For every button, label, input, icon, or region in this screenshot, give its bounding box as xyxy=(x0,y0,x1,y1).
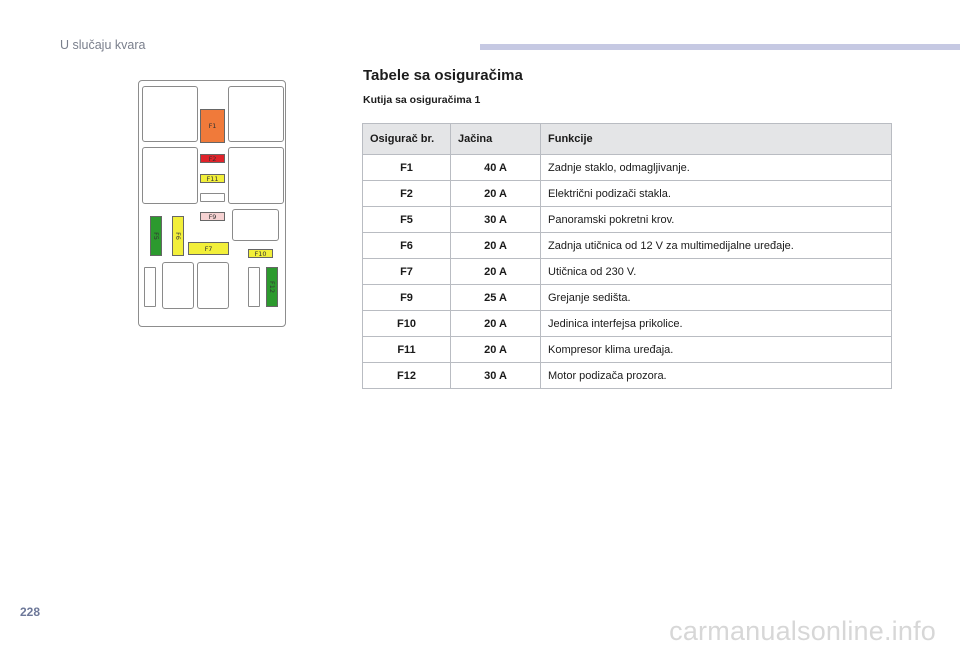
column-header-fuse: Osigurač br. xyxy=(363,124,451,155)
fuse-f11: F11 xyxy=(200,174,225,183)
fuse-number: F5 xyxy=(363,207,451,233)
fuse-amperage: 20 A xyxy=(451,181,541,207)
column-header-amperage: Jačina xyxy=(451,124,541,155)
table-row xyxy=(363,207,892,233)
fuse-function: Zadnja utičnica od 12 V za multimedijalne uređaje. xyxy=(541,233,892,259)
fuse-f7: F7 xyxy=(188,242,229,255)
table-row xyxy=(363,363,892,389)
page-number: 228 xyxy=(20,605,41,619)
fuse-amperage: 40 A xyxy=(451,155,541,181)
table-row xyxy=(363,311,892,337)
fuse-number: F12 xyxy=(363,363,451,389)
header-bar xyxy=(480,44,960,50)
table-row xyxy=(363,155,892,181)
section-title: Tabele sa osiguračima xyxy=(363,67,523,84)
relay-block-right xyxy=(232,209,279,241)
chapter-title: U slučaju kvara xyxy=(60,38,146,52)
fuse-function: Kompresor klima uređaja. xyxy=(541,337,892,363)
fuse-function: Električni podizači stakla. xyxy=(541,181,892,207)
relay-block-top-right xyxy=(228,86,284,142)
fuse-function: Grejanje sedišta. xyxy=(541,285,892,311)
fuse-function: Jedinica interfejsa prikolice. xyxy=(541,311,892,337)
fuse-amperage: 20 A xyxy=(451,233,541,259)
relay-block-bottom-2 xyxy=(197,262,229,309)
table-row xyxy=(363,181,892,207)
fuse-number: F10 xyxy=(363,311,451,337)
column-header-functions: Funkcije xyxy=(541,124,892,155)
fuse-function: Motor podizača prozora. xyxy=(541,363,892,389)
small-slot-right xyxy=(248,267,260,307)
relay-block-top-left xyxy=(142,86,198,142)
empty-fuse-slot xyxy=(200,193,225,202)
watermark: carmanualsonline.info xyxy=(669,616,936,646)
fuse-amperage: 20 A xyxy=(451,259,541,285)
table-row xyxy=(363,337,892,363)
fuse-table xyxy=(362,123,892,389)
fuse-function: Zadnje staklo, odmagljivanje. xyxy=(541,155,892,181)
table-row xyxy=(363,285,892,311)
fuse-f1: F1 xyxy=(200,109,225,143)
fuse-number: F7 xyxy=(363,259,451,285)
relay-block-bottom-1 xyxy=(162,262,194,309)
fuse-amperage: 30 A xyxy=(451,363,541,389)
fuse-f9: F9 xyxy=(200,212,225,221)
fuse-function: Utičnica od 230 V. xyxy=(541,259,892,285)
relay-block-mid-left xyxy=(142,147,198,204)
fuse-f12: F12 xyxy=(266,267,278,307)
fuse-f5: F5 xyxy=(150,216,162,256)
table-header-row xyxy=(363,124,892,155)
fuse-amperage: 20 A xyxy=(451,311,541,337)
fuse-number: F6 xyxy=(363,233,451,259)
fuse-number: F2 xyxy=(363,181,451,207)
fuse-amperage: 30 A xyxy=(451,207,541,233)
table-row xyxy=(363,233,892,259)
fuse-amperage: 25 A xyxy=(451,285,541,311)
fuse-function: Panoramski pokretni krov. xyxy=(541,207,892,233)
fuse-amperage: 20 A xyxy=(451,337,541,363)
section-subtitle: Kutija sa osiguračima 1 xyxy=(363,94,481,106)
small-slot-left xyxy=(144,267,156,307)
fuse-f2: F2 xyxy=(200,154,225,163)
table-row xyxy=(363,259,892,285)
relay-block-mid-right xyxy=(228,147,284,204)
fuse-f10: F10 xyxy=(248,249,273,258)
fuse-number: F9 xyxy=(363,285,451,311)
fuse-number: F1 xyxy=(363,155,451,181)
fuse-number: F11 xyxy=(363,337,451,363)
fuse-f6: F6 xyxy=(172,216,184,256)
fuse-box-diagram xyxy=(138,80,286,327)
